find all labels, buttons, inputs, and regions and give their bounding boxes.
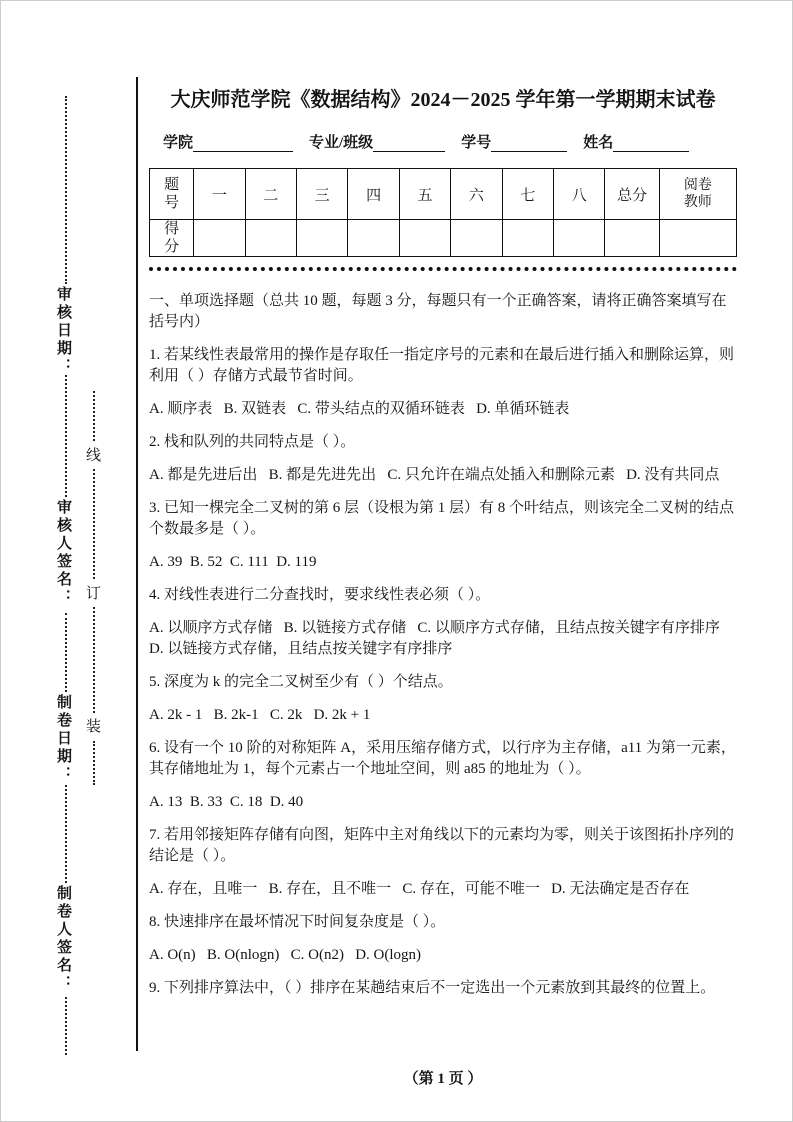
- score-cell: [553, 220, 604, 257]
- seal-dotted-line: [65, 613, 67, 692]
- exam-title: 大庆师范学院《数据结构》2024－2025 学年第一学期期末试卷: [170, 89, 716, 111]
- info-label-student-id: 学号: [461, 135, 492, 151]
- question-options: A. 都是先进后出 B. 都是先进先出 C. 只允许在端点处插入和删除元素 D. 没有共同点: [149, 467, 720, 483]
- seal-label-reviewer-sign: 审核人签名：: [55, 499, 71, 607]
- question-options: A. 39 B. 52 C. 111 D. 119: [149, 554, 317, 570]
- binding-dotted-line: [93, 607, 95, 713]
- question-options: A. 顺序表 B. 双链表 C. 带头结点的双循环链表 D. 单循环链表: [149, 401, 570, 417]
- score-cell: [245, 220, 296, 257]
- score-cell: [605, 220, 659, 257]
- question-stem: 3. 已知一棵完全二叉树的第 6 层（设根为第 1 层）有 8 个叶结点，则该完全二叉树的结点个数最多是（ ）。: [149, 500, 735, 537]
- binding-char-zhuang: 装: [86, 719, 102, 735]
- student-info-row: [163, 131, 733, 152]
- info-field-college: [163, 131, 293, 152]
- score-table-score-label-cell: [150, 220, 194, 257]
- seal-dotted-line: [65, 785, 67, 883]
- content-left-border: [136, 77, 138, 1051]
- question-stem: 8. 快速排序在最坏情况下时间复杂度是（ ）。: [149, 914, 446, 930]
- question-stem: 6. 设有一个 10 阶的对称矩阵 A，采用压缩存储方式，以行序为主存储，a11 为第一元素，其存储地址为 1，每个元素占一个地址空间，则 a85 的地址为（ ）。: [149, 740, 736, 777]
- question-section: [149, 291, 737, 999]
- score-table-col: 六: [451, 169, 502, 220]
- score-cell: [296, 220, 347, 257]
- score-cell: [194, 220, 245, 257]
- info-field-name: [583, 131, 689, 152]
- score-table-col: 五: [399, 169, 450, 220]
- binding-dotted-line: [93, 391, 95, 441]
- score-table-col: 八: [553, 169, 604, 220]
- question-stem: 7. 若用邻接矩阵存储有向图，矩阵中主对角线以下的元素均为零，则关于该图拓扑序列的结论是（ ）。: [149, 827, 735, 864]
- seal-label-review-date: 审核日期：: [55, 286, 71, 376]
- info-blank-name: [613, 134, 689, 152]
- info-blank-college: [193, 134, 293, 152]
- section-heading: 一、单项选择题（总共 10 题，每题 3 分，每题只有一个正确答案，请将正确答案填写在括号内）: [149, 293, 727, 330]
- score-cell: [348, 220, 399, 257]
- page-footer: （第 1 页 ）: [403, 1071, 483, 1087]
- score-table-score-row: [150, 220, 737, 257]
- question-number-label: 题号: [164, 177, 180, 211]
- binding-char-ding: 订: [86, 586, 102, 602]
- question-stem: 1. 若某线性表最常用的操作是存取任一指定序号的元素和在最后进行插入和删除运算，则利用（ ）存储方式最节省时间。: [149, 347, 735, 384]
- seal-dotted-line: [65, 96, 67, 284]
- score-table-col: 一: [194, 169, 245, 220]
- question-options: A. 以顺序方式存储 B. 以链接方式存储 C. 以顺序方式存储，且结点按关键字有序排序 D. 以链接方式存储，且结点按关键字有序排序: [149, 620, 732, 657]
- score-label: 得分: [164, 221, 180, 255]
- info-label-name: 姓名: [583, 135, 614, 151]
- score-table-label-cell: [150, 169, 194, 220]
- info-blank-student-id: [491, 134, 567, 152]
- score-cell: [659, 220, 736, 257]
- question-options: A. 13 B. 33 C. 18 D. 40: [149, 794, 304, 810]
- binding-dotted-line: [93, 741, 95, 785]
- score-table-col: 三: [296, 169, 347, 220]
- seal-dotted-line: [65, 375, 67, 497]
- info-field-student-id: [461, 131, 567, 152]
- question-stem: 4. 对线性表进行二分查找时，要求线性表必须（ ）。: [149, 587, 491, 603]
- question-stem: 2. 栈和队列的共同特点是（ ）。: [149, 434, 356, 450]
- score-table-col: 七: [502, 169, 553, 220]
- score-cell: [451, 220, 502, 257]
- info-field-major-class: [309, 131, 445, 152]
- seal-label-maker-date: 制卷日期：: [55, 694, 71, 784]
- score-cell: [399, 220, 450, 257]
- seal-label-maker-sign: 制卷人签名：: [55, 885, 71, 993]
- info-blank-major-class: [373, 134, 445, 152]
- score-table-total-col: 总分: [605, 169, 659, 220]
- seal-dotted-line: [65, 997, 67, 1055]
- score-table-header-row: [150, 169, 737, 220]
- exam-content: [149, 87, 737, 1011]
- score-table-col: 四: [348, 169, 399, 220]
- binding-char-xian: 线: [86, 448, 102, 464]
- info-label-college: 学院: [163, 135, 194, 151]
- score-cell: [502, 220, 553, 257]
- question-stem: 5. 深度为 k 的完全二叉树至少有（ ）个结点。: [149, 674, 453, 690]
- question-options: A. O(n) B. O(nlogn) C. O(n2) D. O(logn): [149, 947, 422, 963]
- grader-label: 阅卷教师: [683, 177, 712, 210]
- question-options: A. 存在，且唯一 B. 存在，且不唯一 C. 存在，可能不唯一 D. 无法确定是否存在: [149, 881, 690, 897]
- question-options: A. 2k - 1 B. 2k-1 C. 2k D. 2k + 1: [149, 707, 371, 723]
- score-table: [149, 168, 737, 257]
- dotted-separator: [149, 267, 737, 271]
- question-stem: 9. 下列排序算法中，（ ）排序在某趟结束后不一定选出一个元素放到其最终的位置上。: [149, 980, 716, 996]
- score-table-grader-cell: [659, 169, 736, 220]
- info-label-major-class: 专业/班级: [309, 135, 374, 151]
- score-table-col: 二: [245, 169, 296, 220]
- binding-dotted-line: [93, 469, 95, 579]
